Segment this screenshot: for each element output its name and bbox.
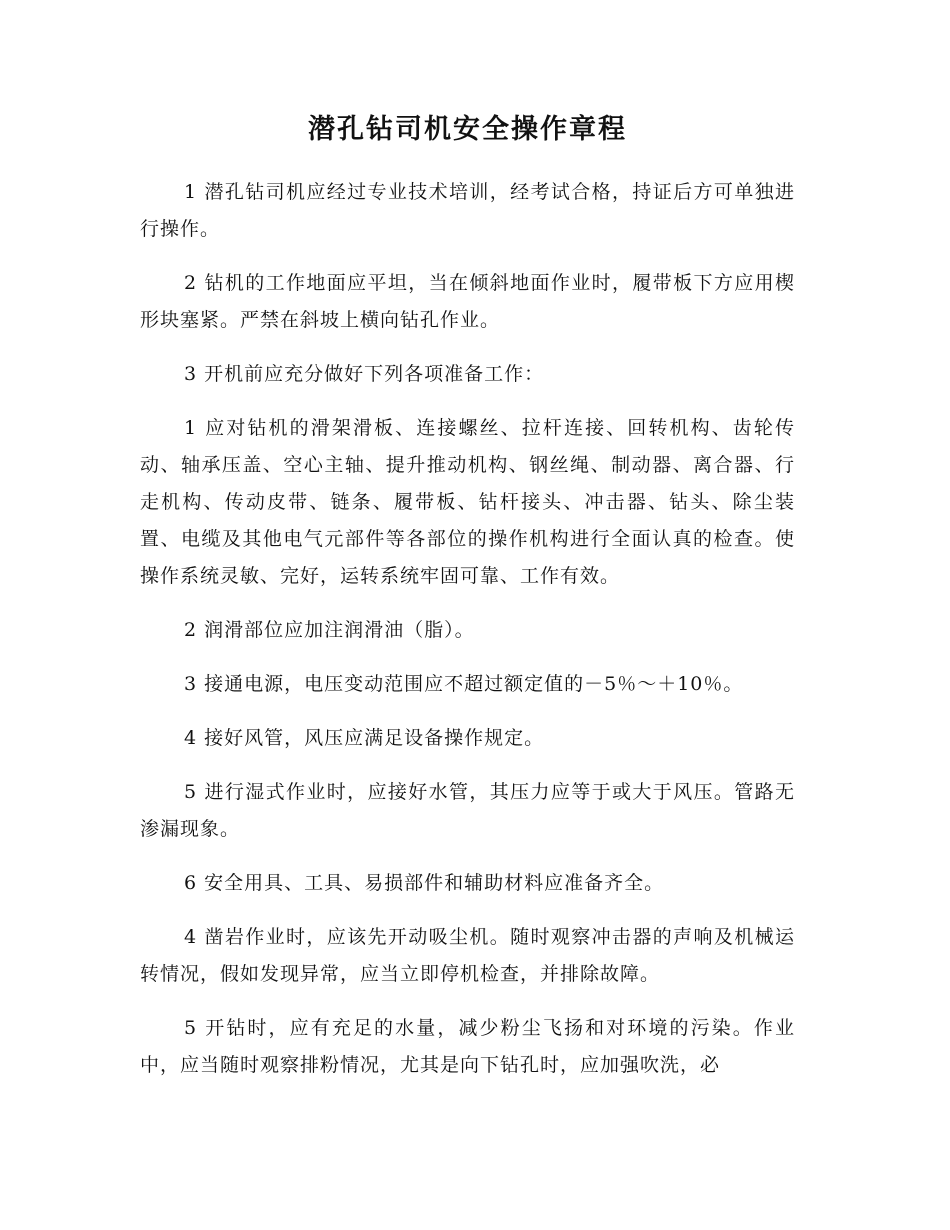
- document-title: 潜孔钻司机安全操作章程: [308, 114, 627, 145]
- paragraph-10: 4 凿岩作业时，应该先开动吸尘机。随时观察冲击器的声响及机械运转情况，假如发现异常，应当立即停机检查，并排除故障。: [140, 926, 795, 985]
- paragraph-3: 3 开机前应充分做好下列各项准备工作：: [184, 363, 545, 385]
- paragraph-4: 1 应对钻机的滑架滑板、连接螺丝、拉杆连接、回转机构、齿轮传动、轴承压盖、空心主轴、提升推动机构、钢丝绳、制动器、离合器、行走机构、传动皮带、链条、履带板、钻杆接头、冲击器、钻头、除尘装置、电缆及其他电气元部件等各部位的操作机构进行全面认真的检查。使操作系统灵敏、完好，运转系统牢固可靠、工作有效。: [140, 417, 795, 587]
- paragraph-8: 5 进行湿式作业时，应接好水管，其压力应等于或大于风压。管路无渗漏现象。: [140, 781, 795, 840]
- document-page: [140, 108, 795, 1101]
- paragraph-6: 3 接通电源，电压变动范围应不超过额定值的－5％～＋10％。: [184, 673, 744, 695]
- paragraph-2: 2 钻机的工作地面应平坦，当在倾斜地面作业时，履带板下方应用楔形块塞紧。严禁在斜坡上横向钻孔作业。: [140, 272, 795, 331]
- document-body: [140, 174, 795, 1084]
- paragraph-9: 6 安全用具、工具、易损部件和辅助材料应准备齐全。: [184, 872, 665, 894]
- paragraph-11: 5 开钻时，应有充足的水量，减少粉尘飞扬和对环境的污染。作业中，应当随时观察排粉情况，尤其是向下钻孔时，应加强吹洗，必: [140, 1017, 795, 1076]
- paragraph-7: 4 接好风管，风压应满足设备操作规定。: [184, 727, 545, 749]
- paragraph-5: 2 润滑部位应加注润滑油（脂）。: [184, 619, 475, 641]
- paragraph-1: 1 潜孔钻司机应经过专业技术培训，经考试合格，持证后方可单独进行操作。: [140, 181, 795, 240]
